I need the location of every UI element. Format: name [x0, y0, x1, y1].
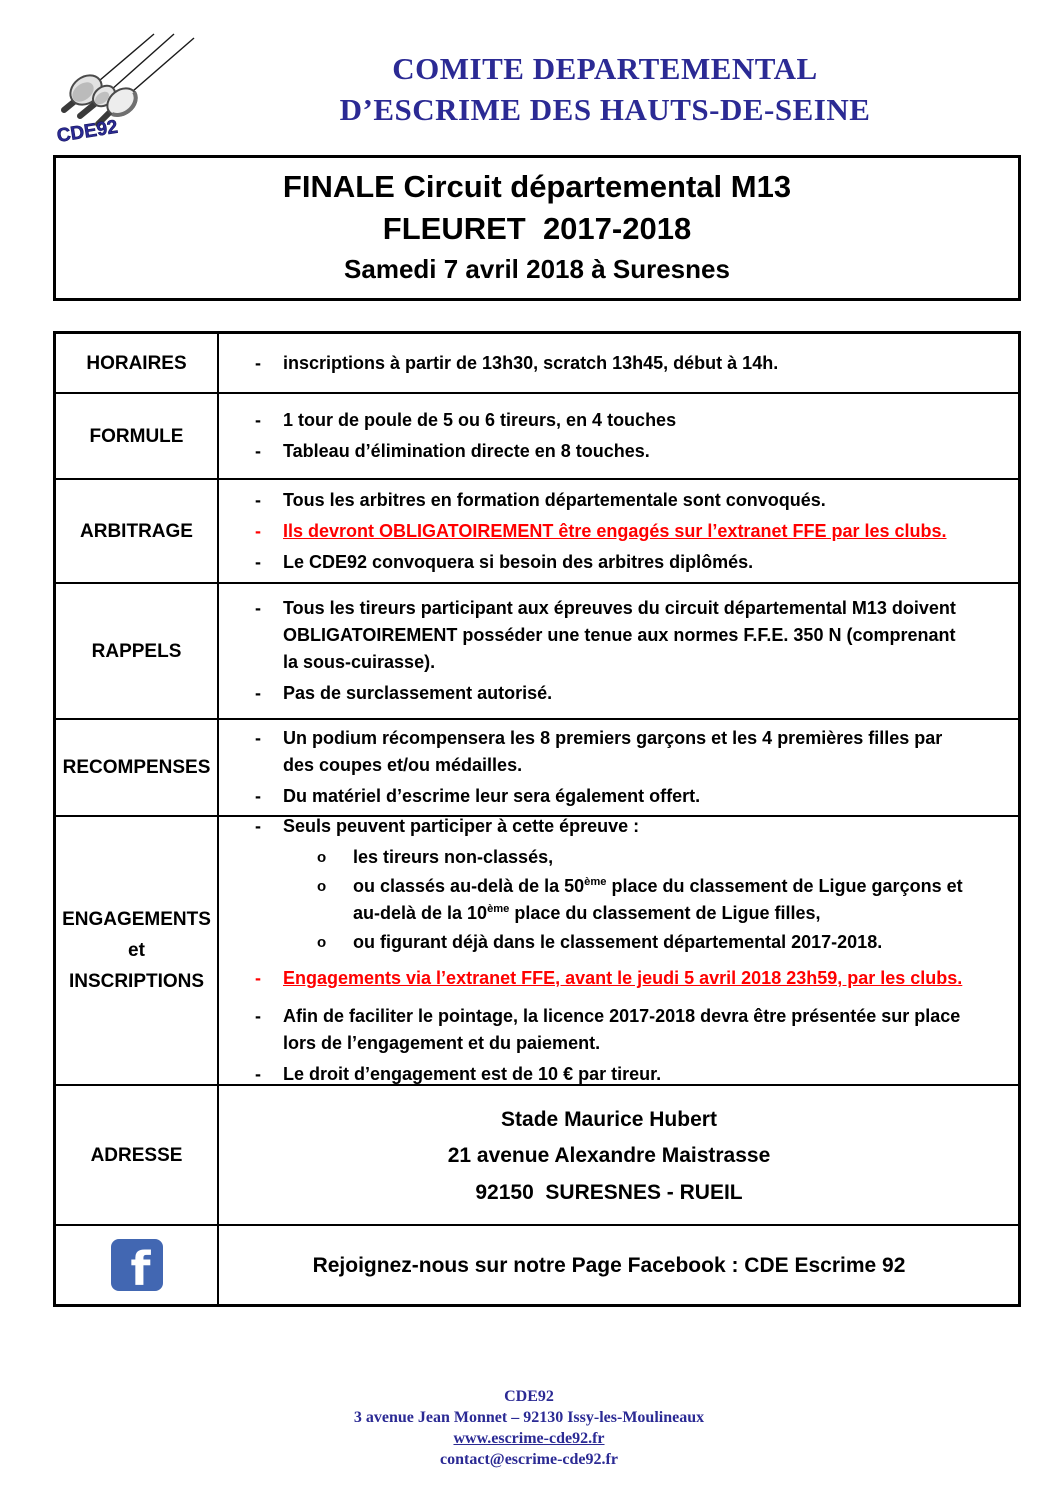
engagements-sub1: les tireurs non-classés,: [353, 847, 554, 867]
row-content: [219, 394, 1018, 478]
engagements-deadline-warning: Engagements via l’extranet FFE, avant le jeudi 5 avril 2018 23h59, par les clubs.: [283, 968, 963, 988]
event-title-line2: FLEURET 2017-2018: [382, 211, 692, 246]
dash-bullet: -: [255, 551, 261, 572]
list-item: [255, 1061, 963, 1088]
dash-bullet: -: [255, 441, 261, 461]
sub-list-item: [313, 844, 963, 871]
sub-list-item: [313, 929, 963, 956]
list-item: [255, 350, 963, 377]
dash-bullet: -: [255, 352, 261, 373]
row-label-line2: et: [128, 940, 145, 961]
formule-item2: Tableau d’élimination directe en 8 touches.: [283, 441, 650, 461]
list-item: [255, 518, 963, 545]
facebook-icon[interactable]: f: [111, 1239, 163, 1291]
list-item: [255, 407, 963, 434]
row-label-line1: ENGAGEMENTS: [62, 909, 211, 930]
row-content: [219, 720, 1018, 815]
horaires-text-post: , début à 14h.: [663, 352, 779, 373]
circle-bullet: o: [317, 934, 327, 951]
facebook-cta-text: Rejoignez-nous sur notre Page Facebook : CDE Escrime 92: [312, 1253, 906, 1277]
arbitrage-item1: Tous les arbitres en formation départementale sont convoqués.: [283, 489, 826, 510]
sub-list-item: [313, 873, 968, 927]
dash-bullet: -: [255, 1006, 261, 1026]
row-label-line3: INSCRIPTIONS: [68, 971, 205, 992]
row-content: [219, 584, 1018, 718]
engagements-sub2-mid: place du classement de Ligue garçons et au-delà de la 10: [353, 876, 968, 923]
list-item: [255, 549, 963, 576]
list-item: [255, 725, 963, 779]
facebook-cell: [56, 1226, 219, 1304]
list-item: [255, 1003, 966, 1057]
rappels-item1: Tous les tireurs participant aux épreuves du circuit départemental M13 doivent OBLIGATOIREMENT posséder une tenue aux normes F.F.E. 350 N (comprenant la sous-cuirasse).: [283, 598, 961, 672]
venue-name: Stade Maurice Hubert: [501, 1108, 717, 1131]
footer-address: 3 avenue Jean Monnet – 92130 Issy-les-Moulineaux: [353, 1409, 705, 1426]
dash-bullet: -: [255, 816, 261, 836]
circle-bullet: o: [317, 878, 327, 895]
circle-bullet: o: [317, 849, 327, 866]
dash-bullet: -: [255, 683, 261, 703]
event-date-line: Samedi 7 avril 2018 à Suresnes: [344, 254, 730, 284]
event-title-line1: FINALE Circuit départemental M13: [282, 169, 792, 204]
info-table: [53, 331, 1021, 1307]
horaires-text-pre: inscriptions à partir de 13h30,: [283, 352, 544, 373]
recompenses-item1: Un podium récompensera les 8 premiers garçons et les 4 premières filles par des coupes et/ou médailles.: [283, 728, 948, 775]
footer-org-name: CDE92: [504, 1388, 554, 1405]
row-label: RECOMPENSES: [56, 720, 219, 815]
event-title-box: [53, 155, 1021, 301]
row-label: ADRESSE: [56, 1086, 219, 1224]
row-adresse: [56, 1086, 1018, 1226]
row-label: FORMULE: [56, 394, 219, 478]
engagements-item4: Le droit d’engagement est de 10 € par tireur.: [283, 1064, 662, 1084]
row-arbitrage: [56, 480, 1018, 584]
row-rappels: [56, 584, 1018, 720]
fencing-foils-icon: [52, 26, 212, 152]
arbitrage-item3: Le CDE92 convoquera si besoin des arbitres diplômés.: [283, 551, 754, 572]
dash-bullet: -: [255, 1064, 261, 1084]
engagements-item3: Afin de faciliter le pointage, la licence 2017-2018 devra être présentée sur place lors de l’engagement et du paiement.: [283, 1006, 966, 1053]
row-formule: [56, 394, 1018, 480]
ordinal-suffix: ème: [487, 903, 510, 915]
formule-item1: 1 tour de poule de 5 ou 6 tireurs, en 4 touches: [283, 410, 677, 430]
list-item: [255, 438, 963, 465]
list-item: [255, 487, 963, 514]
recompenses-item2: Du matériel d’escrime leur sera également offert.: [283, 786, 701, 806]
row-content: [219, 1226, 1018, 1304]
list-item: [255, 595, 963, 676]
org-title: [190, 48, 1020, 130]
row-label: RAPPELS: [56, 584, 219, 718]
row-recompenses: [56, 720, 1018, 817]
dash-bullet: -: [255, 410, 261, 430]
engagements-sub3: ou figurant déjà dans le classement départemental 2017-2018.: [353, 932, 883, 952]
dash-bullet: -: [255, 489, 261, 510]
ordinal-suffix: ème: [584, 876, 607, 888]
engagements-item1: Seuls peuvent participer à cette épreuve :: [283, 816, 640, 836]
dash-bullet: -: [255, 520, 261, 541]
row-content: [219, 1086, 1018, 1224]
logo-text: CDE92: [55, 116, 120, 147]
dash-bullet: -: [255, 598, 261, 618]
list-item: [255, 783, 963, 810]
dash-bullet: -: [255, 968, 261, 988]
row-content: [219, 817, 1018, 1084]
org-title-line1: COMITE DEPARTEMENTAL: [392, 51, 818, 86]
cde92-logo: [52, 26, 212, 152]
email-link[interactable]: contact@escrime-cde92.fr: [440, 1451, 618, 1468]
footer: [0, 1386, 1058, 1470]
row-content: [219, 480, 1018, 582]
row-horaires: [56, 334, 1018, 394]
row-label: ARBITRAGE: [56, 480, 219, 582]
row-engagements: [56, 817, 1018, 1086]
venue-street: 21 avenue Alexandre Maistrasse: [447, 1144, 771, 1167]
list-item: [255, 813, 963, 840]
org-title-line2: D’ESCRIME DES HAUTS-DE-SEINE: [339, 92, 871, 127]
row-facebook: [56, 1226, 1018, 1304]
venue-city: 92150 SURESNES - RUEIL: [475, 1181, 743, 1204]
dash-bullet: -: [255, 786, 261, 806]
list-item: [255, 680, 963, 707]
row-label: HORAIRES: [56, 334, 219, 392]
row-label: [56, 817, 219, 1084]
arbitrage-item2-warning: Ils devront OBLIGATOIREMENT être engagés sur l’extranet FFE par les clubs.: [283, 520, 947, 541]
horaires-text-bold: scratch 13h45: [543, 352, 664, 373]
list-item: [255, 965, 963, 992]
engagements-sub2-pre: ou classés au-delà de la 50: [353, 876, 585, 896]
engagements-sub2-post: place du classement de Ligue filles,: [509, 903, 821, 923]
rappels-item2: Pas de surclassement autorisé.: [283, 683, 553, 703]
website-link[interactable]: www.escrime-cde92.fr: [453, 1430, 605, 1447]
dash-bullet: -: [255, 728, 261, 748]
row-content: [219, 334, 1018, 392]
